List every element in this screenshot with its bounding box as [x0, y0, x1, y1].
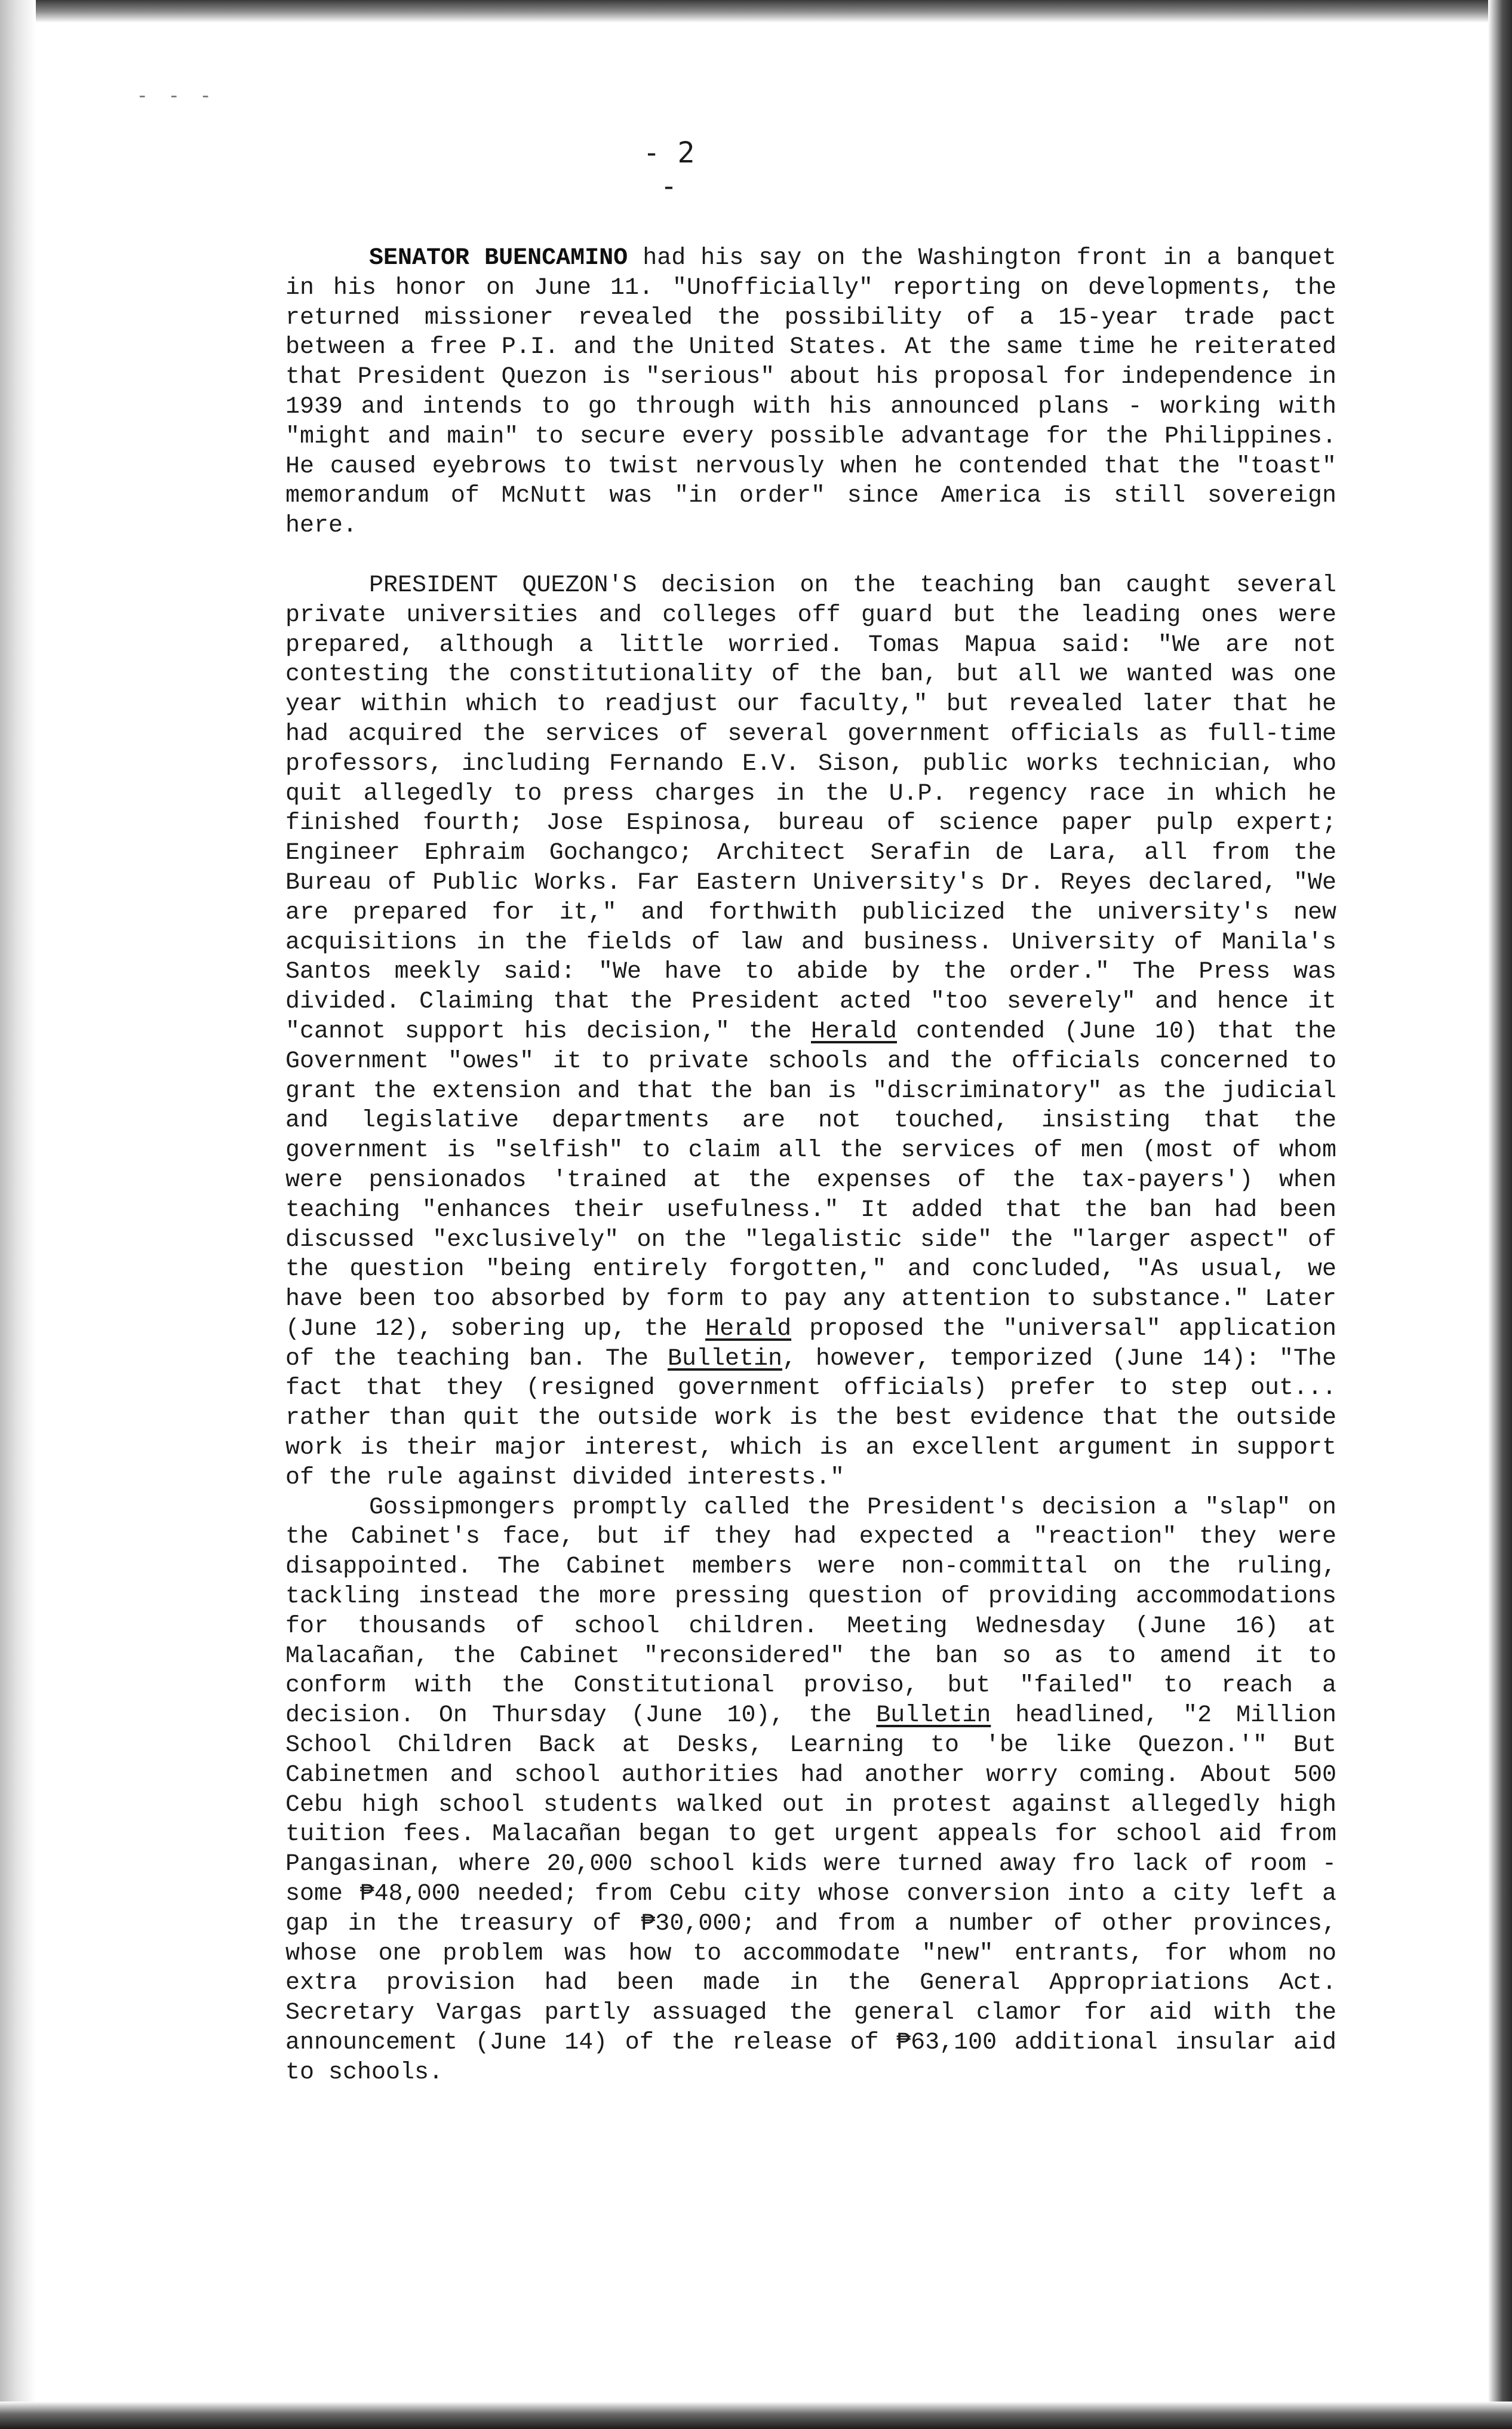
paragraph-text: PRESIDENT QUEZON'S decision on the teaching ban caught several private universities and colleges off guard but the leading ones were prepared, although a little worried. Tomas Mapua said: "We are not contesting the constitutionality of the ban, but all we wanted was one year within which to readjust our faculty," but revealed later that he had acquired the services of several government officials as full-time professors, including Fernando E.V. Sison, public works technician, who quit allegedly to press charges in the U.P. regency race in which he finished fourth; Jose Espinosa, bureau of science paper pulp expert; Engineer Ephraim Gochangco; Architect Serafin de Lara, all from the Bureau of Public Works. Far Eastern University's Dr. Reyes declared, "We are prepared for it," and forthwith publicized the university's new acquisitions in the fields of law and business. University of Manila's Santos meekly said: "We have to abide by the order." The Press was divided. Claiming that the President acted "too severely" and hence it "cannot support his decision," the [285, 572, 1336, 1045]
document-body [285, 244, 1336, 2088]
newspaper-name-herald: Herald [811, 1018, 898, 1045]
paragraph-text: Gossipmongers promptly called the President's decision a "slap" on the Cabinet's face, but if they had expected a "reaction" they were disappointed. The Cabinet members were non-committal on the ruling, tackling instead the more pressing question of providing accommodations for thousands of school children. Meeting Wednesday (June 16) at Malacañan, the Cabinet "reconsidered" the ban so as to amend it to conform with the Constitutional proviso, but "failed" to reach a decision. On Thursday (June 10), the [285, 1494, 1336, 1730]
paragraph-text: contended (June 10) that the Government "owes" it to private schools and the officials concerned to grant the extension and that the ban is "discriminatory" as the judicial and legislative departments are not touched, insisting that the government is "selfish" to claim all the services of men (most of whom were pensionados 'trained at the expenses of the tax-payers') when teaching "enhances their usefulness." It added that the ban had been discussed "exclusively" on the "legalistic side" the "larger aspect" of the question "being entirely forgotten," and concluded, "As usual, we have been too absorbed by form to pay any attention to substance." Later (June 12), sobering up, the [285, 1018, 1336, 1343]
lead-in-buencamino: SENATOR BUENCAMINO [369, 245, 628, 272]
top-corner-marks: - - - [136, 84, 216, 108]
paragraph-text: , however, temporized (June 14): "The fact that they (resigned government officials) prefer to step out... rather than quit the outside work is the best evidence that the outside work is their major interest, which is an excellent argument in support of the rule against divided interests." [285, 1345, 1336, 1491]
page-number: - 2 - [643, 136, 695, 203]
paragraph-text: proposed the "universal" application of the teaching ban. The [285, 1315, 1336, 1372]
paragraph-text: had his say on the Washington front in a banquet in his honor on June 11. "Unofficially" reporting on developments, the returned missioner revealed the possibility of a 15-year trade pact between a free P.I. and the United States. At the same time he reiterated that President Quezon is "serious" about his proposal for independence in 1939 and intends to go through with his announced plans - working with "might and main" to secure every possible advantage for the Philippines. He caused eyebrows to twist nervously when he contended that the "toast" memorandum of McNutt was "in order" since America is still sovereign here. [285, 245, 1336, 540]
newspaper-name-bulletin: Bulletin [667, 1345, 782, 1372]
scan-edge-left [0, 0, 36, 2429]
scan-edge-top [0, 0, 1512, 23]
newspaper-name-bulletin: Bulletin [876, 1702, 991, 1730]
scan-edge-right [1488, 0, 1512, 2429]
scan-edge-bottom [0, 2402, 1512, 2429]
paragraph-quezon-teaching-ban [285, 571, 1336, 1493]
newspaper-name-herald: Herald [705, 1315, 792, 1343]
paragraph-gossipmongers [285, 1493, 1336, 2088]
paragraph-text: headlined, "2 Million School Children Back at Desks, Learning to 'be like Quezon.'" But Cabinetmen and school authorities had another worry coming. About 500 Cebu high school students walked out in protest against allegedly high tuition fees. Malacañan began to get urgent appeals for school aid from Pangasinan, where 20,000 school kids were turned away fro lack of room - some ₱48,000 needed; from Cebu city whose conversion into a city left a gap in the treasury of ₱30,000; and from a number of other provinces, whose one problem was how to accommodate "new" entrants, for whom no extra provision had been made in the General Appropriations Act. Secretary Vargas partly assuaged the general clamor for aid with the announcement (June 14) of the release of ₱63,100 additional insular aid to schools. [285, 1702, 1336, 2086]
paragraph-buencamino [285, 244, 1336, 541]
